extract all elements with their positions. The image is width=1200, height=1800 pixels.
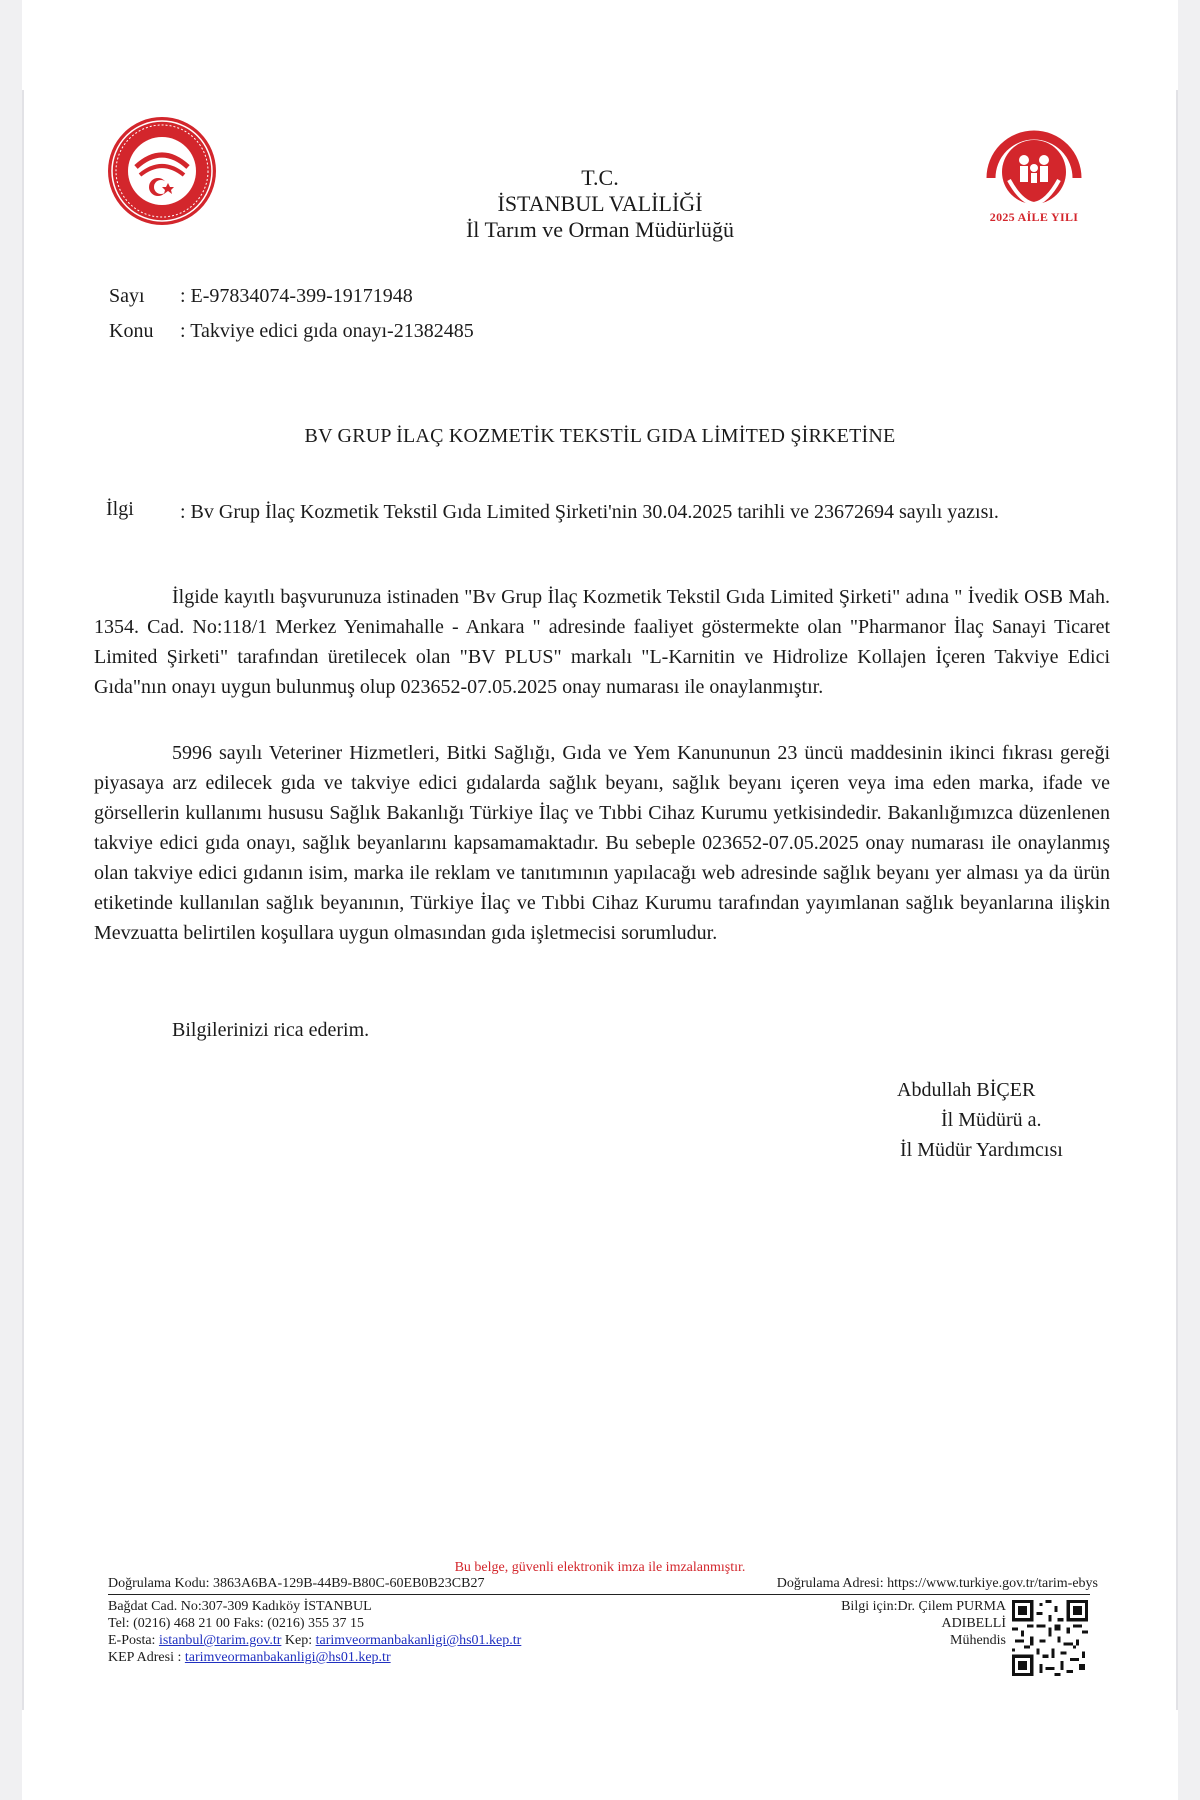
contact-person-block <box>774 1598 1006 1649</box>
email-prefix: E-Posta: <box>108 1633 156 1648</box>
sayi-value: : E-97834074-399-19171948 <box>180 285 413 307</box>
kep-link[interactable]: tarimveormanbakanligi@hs01.kep.tr <box>315 1633 522 1648</box>
email-kep-line <box>108 1632 668 1649</box>
right-gutter <box>1178 0 1200 1800</box>
kep-address-link[interactable]: tarimveormanbakanligi@hs01.kep.tr <box>184 1650 391 1665</box>
kep-address-prefix: KEP Adresi : <box>108 1650 182 1665</box>
kep-prefix: Kep: <box>284 1633 313 1648</box>
kep-address-line <box>108 1649 668 1666</box>
body-paragraph-3: Bilgilerinizi rica ederim. <box>172 1019 370 1041</box>
signatory-title-2: İl Müdür Yardımcısı <box>900 1139 1063 1161</box>
verification-address[interactable]: Doğrulama Adresi: https://www.turkiye.gov.tr/tarim-ebys <box>776 1576 1098 1591</box>
addressee: BV GRUP İLAÇ KOZMETİK TEKSTİL GIDA LİMİTED ŞİRKETİNE <box>304 425 896 447</box>
header-tc: T.C. <box>581 165 619 190</box>
signatory-name: Abdullah BİÇER <box>897 1079 1036 1101</box>
verification-code: Doğrulama Kodu: 3863A6BA-129B-44B9-B80C-60EB0B23CB27 <box>108 1576 485 1591</box>
signatory-title-1: İl Müdürü a. <box>941 1109 1042 1131</box>
contact-line-3: Mühendis <box>950 1633 1006 1648</box>
esign-notice: Bu belge, güvenli elektronik imza ile imzalanmıştır. <box>454 1560 746 1575</box>
header-directorate: İl Tarım ve Orman Müdürlüğü <box>465 217 735 242</box>
footer-divider <box>108 1594 1090 1595</box>
ilgi-value <box>180 498 1100 526</box>
body-paragraph-2: 5996 sayılı Veteriner Hizmetleri, Bitki Sağlığı, Gıda ve Yem Kanununun 23 üncü maddesinin ikinci fıkrası gereği piyasaya arz edilecek gıda ve takviye edici gıdalarda sağlık beyanı, sağlık beyanı içeren veya ima eden marka, ifade ve görsellerin kullanımı hususu Sağlık Bakanlığı Türkiye İlaç ve Tıbbi Cihaz Kurumu yetkisindedir. Bakanlığımızca düzenlenen takviye edici gıda onayı, sağlık beyanlarını kapsamamaktadır. Bu sebeple 023652-07.05.2025 onay numarası ile onaylanmış olan takviye edici gıdanın isim, marka ile reklam ve tanıtımının yapılacağı web adresinde sağlık beyanı yer alması ya da ürün etiketinde kullanılan sağlık beyanının, Türkiye İlaç ve Tıbbi Cihaz Kurumu tarafından yayımlanan sağlık beyanlarına ilişkin Mevzuatta belirtilen koşullara uygun olmasından gıda işletmecisi sorumludur. <box>94 742 1110 944</box>
contact-line-1: Bilgi için:Dr. Çilem PURMA <box>841 1599 1006 1614</box>
footer-address-block <box>108 1598 668 1666</box>
page-edge-right <box>1176 90 1178 1710</box>
phone-fax: Tel: (0216) 468 21 00 Faks: (0216) 355 37 15 <box>108 1616 365 1631</box>
konu-label: Konu <box>109 320 154 342</box>
ilgi-text: : Bv Grup İlaç Kozmetik Tekstil Gıda Limited Şirketi'nin 30.04.2025 tarihli ve 23672694 sayılı yazısı. <box>180 501 999 523</box>
body-paragraph-1: İlgide kayıtlı başvurunuza istinaden "Bv Grup İlaç Kozmetik Tekstil Gıda Limited Şirketi" adına " İvedik OSB Mah. 1354. Cad. No:118/1 Merkez Yenimahalle - Ankara " adresinde faaliyet göstermekte olan "Pharmanor İlaç Sanayi Ticaret Limited Şirketi" tarafından üretilecek olan "BV PLUS" markalı "L-Karnitin ve Hidrolize Kollajen İçeren Takviye Edici Gıda"nın onayı uygun bulunmuş olup 023652-07.05.2025 onay numarası ile onaylanmıştır. <box>94 586 1110 698</box>
header-governorship: İSTANBUL VALİLİĞİ <box>497 191 703 216</box>
email-link[interactable]: istanbul@tarim.gov.tr <box>158 1633 282 1648</box>
konu-value: : Takviye edici gıda onayı-21382485 <box>180 320 474 342</box>
top-margin <box>0 0 1200 90</box>
family-year-caption: 2025 AİLE YILI <box>989 210 1079 224</box>
ilgi-label: İlgi <box>106 498 134 520</box>
qr-code[interactable] <box>1012 1600 1088 1676</box>
contact-line-2: ADIBELLİ <box>941 1616 1006 1631</box>
left-gutter <box>0 0 22 1800</box>
sayi-label: Sayı <box>109 285 145 307</box>
document-page <box>24 90 1176 1710</box>
postal-address: Bağdat Cad. No:307-309 Kadıköy İSTANBUL <box>108 1599 372 1614</box>
